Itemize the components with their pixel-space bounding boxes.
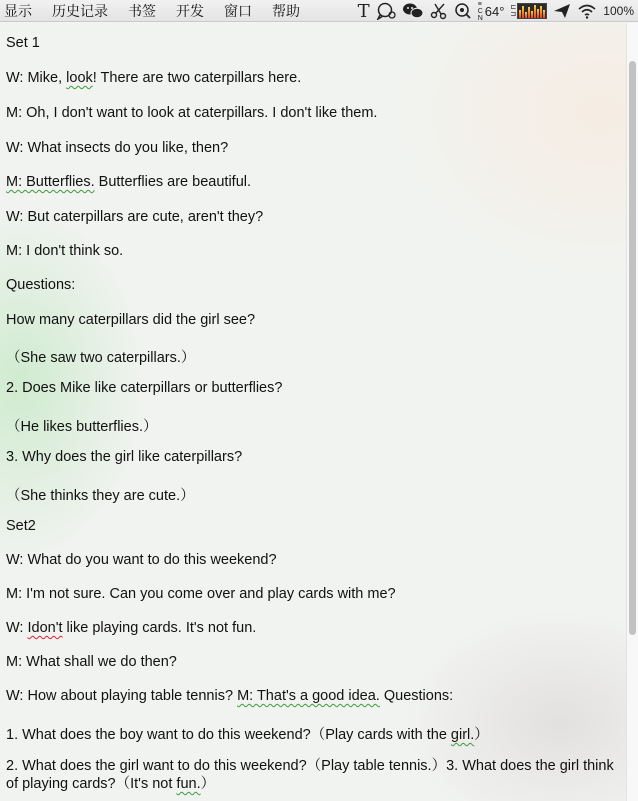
answer-line: （She saw two caterpillars.） — [6, 350, 196, 366]
chat-bubble-icon[interactable] — [376, 0, 396, 22]
send-icon[interactable] — [553, 0, 571, 22]
question-line: 3. Why does the girl like caterpillars? — [6, 449, 243, 465]
menu-help[interactable]: 帮助 — [272, 2, 300, 19]
dialogue-line: W: What insects do you like, then? — [6, 140, 229, 156]
search-chat-icon[interactable] — [454, 0, 472, 22]
question-line: How many caterpillars did the girl see? — [6, 312, 256, 328]
menu-window[interactable]: 窗口 — [224, 2, 252, 19]
wechat-icon[interactable] — [402, 0, 424, 22]
menu-left — [0, 0, 310, 22]
dialogue-line: W: What do you want to do this weekend? — [6, 552, 277, 568]
text-tool-icon[interactable]: T — [357, 0, 370, 22]
question-line: 2. Does Mike like caterpillars or butterflies? — [6, 380, 283, 396]
temperature-value: 64° — [484, 3, 505, 19]
menu-history[interactable]: 历史记录 — [52, 2, 108, 19]
wifi-icon[interactable] — [577, 0, 597, 22]
battery-percentage[interactable]: 100% — [603, 4, 634, 18]
question-line: 2. What does the girl want to do this weekend?（Play table tennis.）3. What does the girl think of playing cards?（It's not fun.） — [6, 758, 614, 792]
temperature-readout[interactable] — [478, 0, 505, 22]
question-line: 1. What does the boy want to do this weekend?（Play cards with the girl.） — [6, 727, 489, 743]
temperature-icon: ≡ C N — [477, 0, 483, 22]
scissors-icon[interactable] — [430, 0, 448, 22]
dialogue-line: W: How about playing table tennis? M: That's a good idea. Questions: — [6, 688, 454, 704]
dialogue-line: M: Oh, I don't want to look at caterpillars. I don't like them. — [6, 105, 378, 121]
cpu-graph — [517, 3, 547, 19]
menu-bar — [0, 0, 638, 22]
dialogue-line: W: Idon't like playing cards. It's not fun. — [6, 620, 257, 636]
set1-heading: Set 1 — [6, 35, 40, 51]
dialogue-line: M: What shall we do then? — [6, 654, 177, 670]
dialogue-line: W: But caterpillars are cute, aren't they? — [6, 209, 264, 225]
menu-develop[interactable]: 开发 — [176, 2, 204, 19]
set2-heading: Set2 — [6, 518, 36, 534]
answer-line: （He likes butterflies.） — [6, 419, 158, 435]
dialogue-line: M: I'm not sure. Can you come over and play cards with me? — [6, 586, 396, 602]
scrollbar-thumb[interactable] — [629, 61, 636, 635]
answer-line: （She thinks they are cute.） — [6, 488, 195, 504]
vertical-scrollbar[interactable] — [626, 23, 638, 801]
menu-view[interactable]: 显示 — [4, 2, 32, 19]
dialogue-line: W: Mike, look! There are two caterpillars here. — [6, 70, 302, 86]
cpu-monitor-icon: ⊏ ⊐ — [510, 4, 517, 18]
questions-heading: Questions: — [6, 277, 76, 293]
menu-bookmarks[interactable]: 书签 — [128, 2, 156, 19]
cpu-monitor[interactable] — [510, 0, 547, 22]
status-icons — [358, 0, 638, 22]
dialogue-line: M: I don't think so. — [6, 243, 124, 259]
document-content — [0, 23, 626, 801]
dialogue-line: M: Butterflies. Butterflies are beautiful. — [6, 174, 252, 190]
